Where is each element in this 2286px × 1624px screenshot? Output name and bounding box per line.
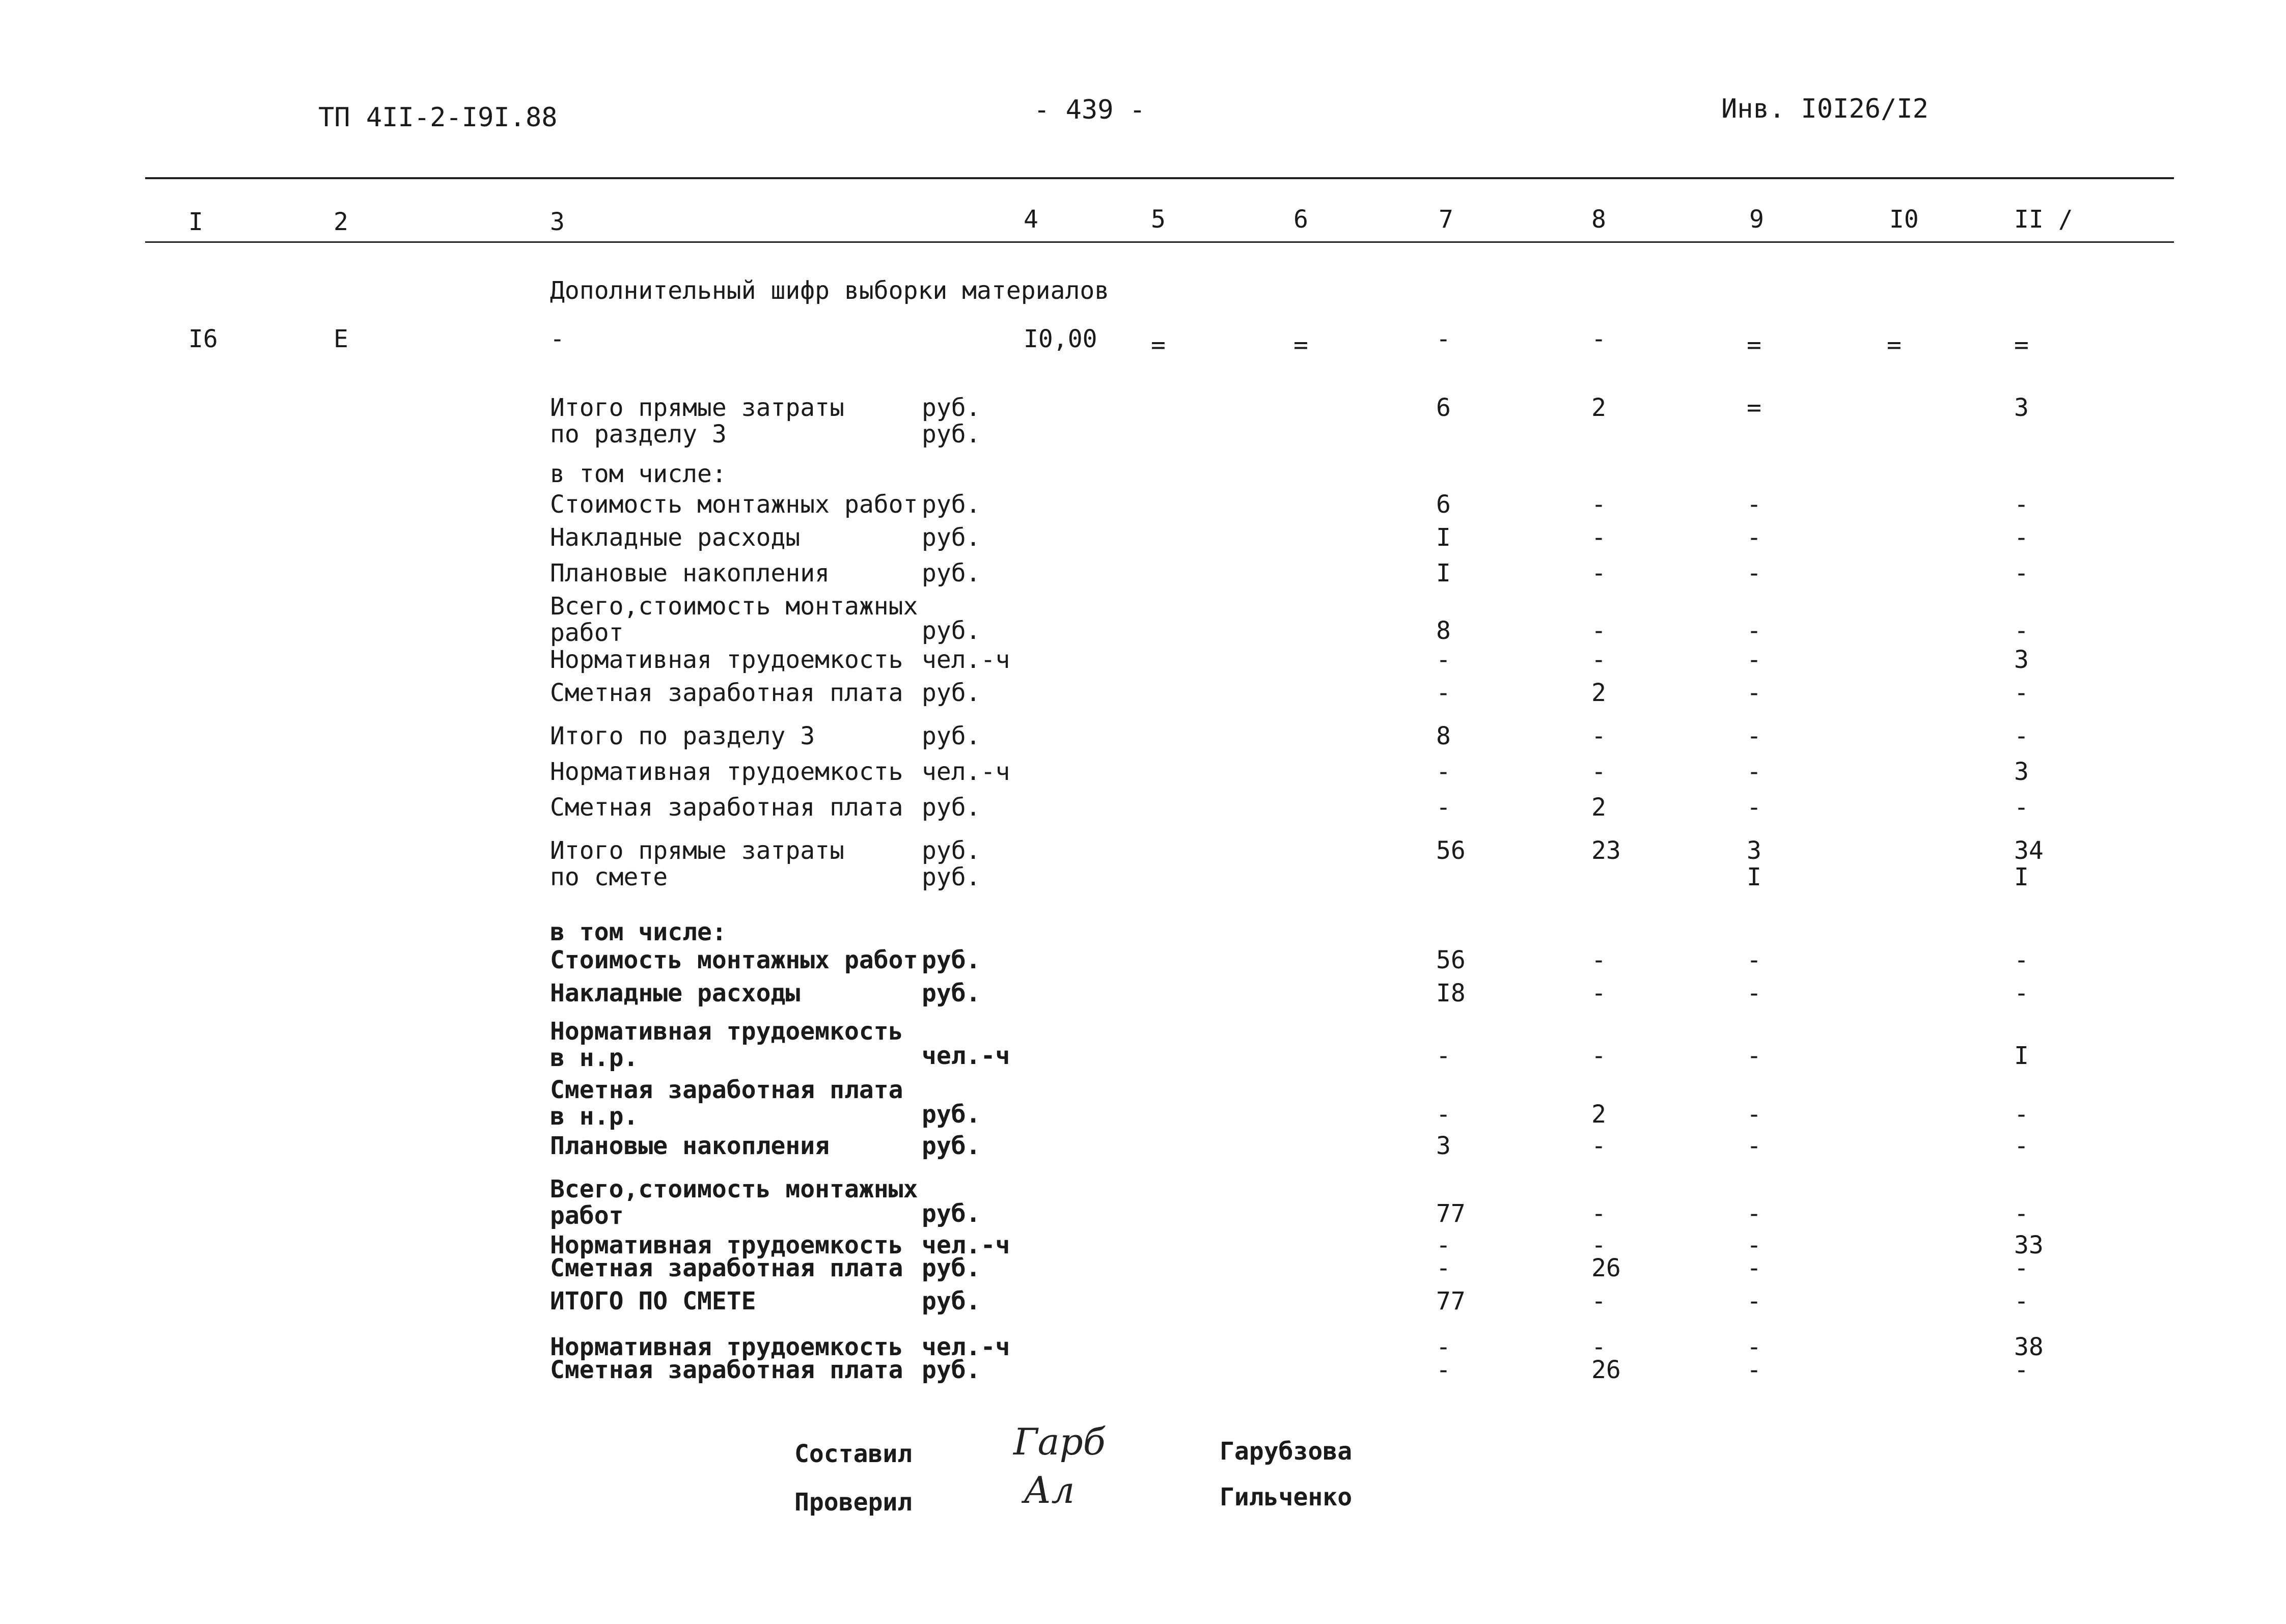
- column-number-8: 8: [1591, 205, 1606, 234]
- row-label: Нормативная трудоемкость: [550, 758, 903, 786]
- compiled-by-name: Гарубзова: [1220, 1437, 1353, 1466]
- cell-col9: -: [1747, 1231, 1761, 1259]
- cell-col7: -: [1436, 1042, 1451, 1070]
- cell-col11: -: [2014, 1254, 2029, 1282]
- column-number-6: 6: [1293, 205, 1308, 234]
- cell-col9: =: [1747, 394, 1761, 422]
- column-number-2: 2: [334, 208, 348, 236]
- cell-col8: -: [1591, 1333, 1606, 1361]
- row-label: Всего,стоимость монтажных работ: [550, 1175, 918, 1230]
- row-label: Нормативная трудоемкость: [550, 646, 903, 674]
- row-label: в том числе:: [550, 460, 727, 488]
- cell-col2: Е: [334, 325, 348, 353]
- row-label: Нормативная трудоемкость: [550, 1333, 903, 1361]
- cell-col11: 3: [2014, 758, 2029, 786]
- row-unit: чел.-ч: [922, 1333, 1010, 1361]
- cell-col9: -: [1747, 979, 1761, 1007]
- cell-col4: I0,00: [1024, 325, 1097, 353]
- cell-col8: -: [1591, 646, 1606, 674]
- inventory-number: Инв. I0I26/I2: [1721, 94, 1929, 124]
- cell-col9: -: [1747, 646, 1761, 674]
- cell-col11: I: [2014, 1042, 2029, 1070]
- row-label: Сметная заработная плата: [550, 793, 903, 822]
- cell-col7: 8: [1436, 617, 1451, 645]
- row-unit: чел.-ч: [922, 1231, 1010, 1259]
- cell-col11: -: [2014, 946, 2029, 974]
- row-label: Итого по разделу 3: [550, 722, 815, 750]
- cell-col8: -: [1591, 1231, 1606, 1259]
- cell-col7: 56: [1436, 946, 1466, 974]
- cell-col7: 77: [1436, 1287, 1466, 1315]
- cell-col7: 6: [1436, 394, 1451, 422]
- row-unit: руб.: [922, 946, 981, 974]
- cell-col8: -: [1591, 1287, 1606, 1315]
- cell-col9: -: [1747, 1254, 1761, 1282]
- row-unit: чел.-ч: [922, 646, 1010, 674]
- cell-col7: I: [1436, 559, 1451, 587]
- row-unit: руб.: [922, 1254, 981, 1282]
- row-label: Сметная заработная плата: [550, 1254, 903, 1282]
- cell-col8: -: [1591, 523, 1606, 552]
- cell-col9: =: [1747, 331, 1761, 359]
- column-number-7: 7: [1439, 205, 1453, 234]
- row-label: Нормативная трудоемкость: [550, 1231, 903, 1259]
- cell-col9: -: [1747, 1042, 1761, 1070]
- row-label: в том числе:: [550, 918, 727, 946]
- cell-col11: -: [2014, 679, 2029, 707]
- cell-col7: -: [1436, 1333, 1451, 1361]
- row-unit: руб.: [922, 523, 981, 552]
- cell-col7: -: [1436, 1231, 1451, 1259]
- cell-col7: I8: [1436, 979, 1466, 1007]
- row-label: Плановые накопления: [550, 559, 830, 587]
- cell-col9: -: [1747, 1356, 1761, 1384]
- cell-col3: -: [550, 325, 565, 353]
- checked-by-signature: Ал: [1024, 1469, 1075, 1511]
- cell-col7: -: [1436, 793, 1451, 822]
- cell-col9: -: [1747, 1333, 1761, 1361]
- cell-col7: 77: [1436, 1199, 1466, 1228]
- cell-col9: -: [1747, 679, 1761, 707]
- cell-col7: I: [1436, 523, 1451, 552]
- cell-col7: 8: [1436, 722, 1451, 750]
- cell-col9: -: [1747, 523, 1761, 552]
- cell-col8: 26: [1591, 1356, 1621, 1384]
- compiled-by-label: Составил: [794, 1440, 913, 1468]
- cell-col11: -: [2014, 979, 2029, 1007]
- cell-col11: 3: [2014, 646, 2029, 674]
- cell-col8: 2: [1591, 679, 1606, 707]
- cell-col11: 34 I: [2014, 836, 2044, 891]
- row-unit: руб.: [922, 1100, 981, 1129]
- row-unit: руб.: [922, 979, 981, 1007]
- row-label: Нормативная трудоемкость в н.р.: [550, 1017, 903, 1072]
- cell-col11: -: [2014, 1199, 2029, 1228]
- cell-col8: 2: [1591, 394, 1606, 422]
- cell-col11: -: [2014, 1132, 2029, 1160]
- row-label: Всего,стоимость монтажных работ: [550, 592, 918, 647]
- column-number-5: 5: [1151, 205, 1166, 234]
- row-unit: руб. руб.: [922, 836, 981, 891]
- cell-col6: =: [1293, 331, 1308, 359]
- row-unit: руб.: [922, 1287, 981, 1315]
- cell-col8: -: [1591, 1042, 1606, 1070]
- row-label: ИТОГО ПО СМЕТЕ: [550, 1287, 756, 1315]
- checked-by-name: Гильченко: [1220, 1483, 1353, 1511]
- cell-col7: -: [1436, 758, 1451, 786]
- cell-col7: 56: [1436, 836, 1466, 865]
- cell-col7: -: [1436, 1254, 1451, 1282]
- cell-col8: -: [1591, 1199, 1606, 1228]
- cell-col8: 23: [1591, 836, 1621, 865]
- column-number-10: I0: [1889, 205, 1919, 234]
- row-label: Стоимость монтажных работ: [550, 946, 918, 974]
- row-label: Итого прямые затраты по разделу 3: [550, 394, 844, 449]
- cell-col10: =: [1887, 331, 1902, 359]
- cell-col7: -: [1436, 1100, 1451, 1129]
- cell-col11: 3: [2014, 394, 2029, 422]
- cell-col11: 38: [2014, 1333, 2044, 1361]
- document-code: ТП 4II-2-I9I.88: [318, 102, 558, 133]
- page-number: - 439 -: [1034, 95, 1146, 125]
- cell-col7: 3: [1436, 1132, 1451, 1160]
- column-number-11: II /: [2014, 205, 2073, 234]
- row-unit: чел.-ч: [922, 1042, 1010, 1070]
- column-number-4: 4: [1024, 205, 1038, 234]
- row-label: Накладные расходы: [550, 523, 801, 552]
- cell-col11: -: [2014, 617, 2029, 645]
- row-unit: руб.: [922, 617, 981, 645]
- cell-col8: -: [1591, 559, 1606, 587]
- cell-col7: 6: [1436, 490, 1451, 519]
- row-unit: руб.: [922, 722, 981, 750]
- column-number-3: 3: [550, 208, 565, 236]
- row-label: Итого прямые затраты по смете: [550, 836, 844, 891]
- cell-col7: -: [1436, 325, 1451, 353]
- cell-col11: -: [2014, 793, 2029, 822]
- cell-col11: -: [2014, 1356, 2029, 1384]
- row-label: Сметная заработная плата: [550, 679, 903, 707]
- row-unit: руб.: [922, 1132, 981, 1160]
- cell-col9: 3 I: [1747, 836, 1761, 891]
- cell-col7: -: [1436, 679, 1451, 707]
- cell-col9: -: [1747, 1100, 1761, 1129]
- cell-col8: -: [1591, 722, 1606, 750]
- cell-col5: =: [1151, 331, 1166, 359]
- cell-col8: 2: [1591, 1100, 1606, 1129]
- section-title: Дополнительный шифр выборки материалов: [550, 276, 1110, 305]
- cell-col8: 2: [1591, 793, 1606, 822]
- column-number-1: I: [188, 208, 203, 236]
- row-unit: чел.-ч: [922, 758, 1010, 786]
- cell-col11: 33: [2014, 1231, 2044, 1259]
- cell-col11: -: [2014, 1100, 2029, 1129]
- row-unit: руб.: [922, 559, 981, 587]
- column-header-rule: [145, 241, 2174, 243]
- cell-col8: -: [1591, 617, 1606, 645]
- cell-col11: -: [2014, 1287, 2029, 1315]
- cell-col11: -: [2014, 559, 2029, 587]
- cell-col8: -: [1591, 1132, 1606, 1160]
- column-number-9: 9: [1749, 205, 1764, 234]
- row-unit: руб.: [922, 679, 981, 707]
- cell-col9: -: [1747, 722, 1761, 750]
- row-label: Сметная заработная плата в н.р.: [550, 1076, 903, 1131]
- cell-col11: =: [2014, 331, 2029, 359]
- cell-col8: -: [1591, 946, 1606, 974]
- cell-col11: -: [2014, 722, 2029, 750]
- cell-col7: -: [1436, 646, 1451, 674]
- row-unit: руб.: [922, 490, 981, 519]
- top-rule: [145, 177, 2174, 179]
- cell-col8: -: [1591, 325, 1606, 353]
- checked-by-label: Проверил: [794, 1488, 913, 1517]
- cell-col9: -: [1747, 559, 1761, 587]
- row-unit: руб.: [922, 793, 981, 822]
- cell-col8: -: [1591, 758, 1606, 786]
- cell-col1: I6: [188, 325, 218, 353]
- cell-col8: -: [1591, 490, 1606, 519]
- cell-col9: -: [1747, 793, 1761, 822]
- cell-col9: -: [1747, 1132, 1761, 1160]
- cell-col9: -: [1747, 946, 1761, 974]
- row-unit: руб.: [922, 1356, 981, 1384]
- row-label: Стоимость монтажных работ: [550, 490, 918, 519]
- cell-col8: 26: [1591, 1254, 1621, 1282]
- cell-col8: -: [1591, 979, 1606, 1007]
- cell-col9: -: [1747, 1287, 1761, 1315]
- cell-col9: -: [1747, 490, 1761, 519]
- cell-col7: -: [1436, 1356, 1451, 1384]
- row-unit: руб. руб.: [922, 394, 981, 449]
- row-unit: руб.: [922, 1199, 981, 1228]
- compiled-by-signature: Гарб: [1013, 1420, 1106, 1463]
- cell-col9: -: [1747, 617, 1761, 645]
- row-label: Сметная заработная плата: [550, 1356, 903, 1384]
- cell-col9: -: [1747, 1199, 1761, 1228]
- cell-col9: -: [1747, 758, 1761, 786]
- row-label: Плановые накопления: [550, 1132, 830, 1160]
- row-label: Накладные расходы: [550, 979, 801, 1007]
- cell-col11: -: [2014, 523, 2029, 552]
- cell-col11: -: [2014, 490, 2029, 519]
